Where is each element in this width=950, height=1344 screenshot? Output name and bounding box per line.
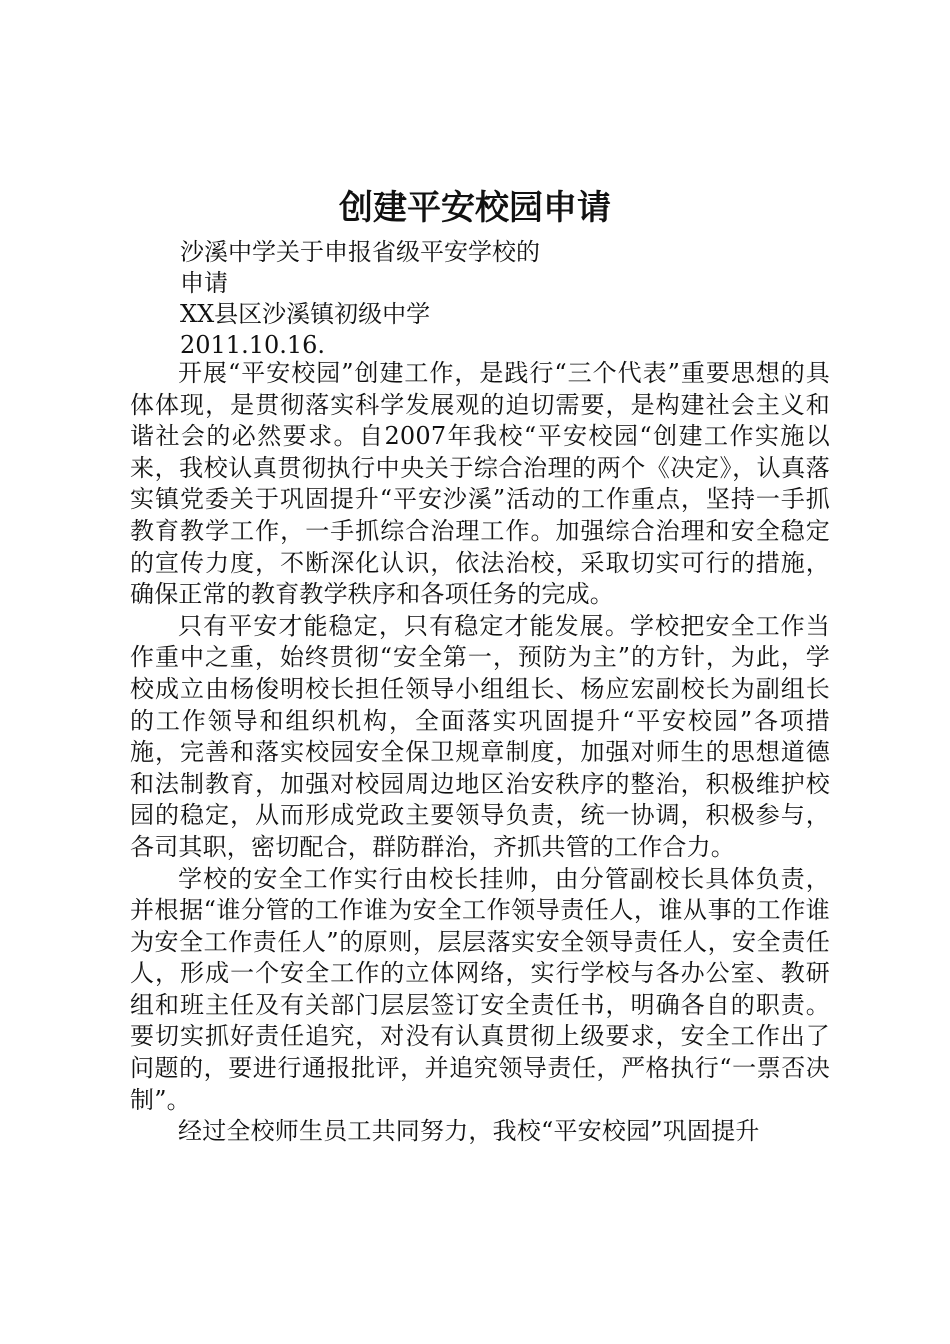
- document-issuer: XX县区沙溪镇初级中学: [180, 300, 431, 328]
- document-title: 创建平安校园申请: [339, 188, 611, 228]
- body-paragraph-1: 开展“平安校园”创建工作，是践行“三个代表”重要思想的具体体现，是贯彻落实科学发展观的迫切需要，是构建社会主义和谐社会的必然要求。自2007年我校“平安校园“创建工作实施以来，我校认真贯彻执行中央关于综合治理的两个《决定》，认真落实镇党委关于巩固提升“平安沙溪”活动的工作重点，坚持一手抓教育教学工作，一手抓综合治理工作。加强综合治理和安全稳定的宣传力度，不断深化认识，依法治校，采取切实可行的措施，确保正常的教育教学秩序和各项任务的完成。: [130, 359, 830, 609]
- body-paragraph-4: 经过全校师生员工共同努力，我校“平安校园”巩固提升: [178, 1117, 760, 1146]
- body-paragraph-2: 只有平安才能稳定，只有稳定才能发展。学校把安全工作当作重中之重，始终贯彻“安全第一，预防为主”的方针，为此，学校成立由杨俊明校长担任领导小组组长、杨应宏副校长为副组长的工作领导和组织机构，全面落实巩固提升“平安校园”各项措施，完善和落实校园安全保卫规章制度，加强对师生的思想道德和法制教育，加强对校园周边地区治安秩序的整治，积极维护校园的稳定，从而形成党政主要领导负责，统一协调，积极参与，各司其职，密切配合，群防群治，齐抓共管的工作合力。: [130, 611, 830, 861]
- document-body: [130, 358, 830, 1148]
- document-date: 2011.10.16.: [180, 331, 326, 359]
- document-subtitle-line-1: 沙溪中学关于申报省级平安学校的: [180, 238, 540, 266]
- body-paragraph-3: 学校的安全工作实行由校长挂帅，由分管副校长具体负责，并根据“谁分管的工作谁为安全工作领导责任人，谁从事的工作谁为安全工作责任人”的原则，层层落实安全领导责任人，安全责任人，形成一个安全工作的立体网络，实行学校与各办公室、教研组和班主任及有关部门层层签订安全责任书，明确各自的职责。要切实抓好责任追究，对没有认真贯彻上级要求，安全工作出了问题的，要进行通报批评，并追究领导责任，严格执行“一票否决制”。: [130, 864, 830, 1114]
- document-subtitle-line-2: 申请: [180, 269, 228, 297]
